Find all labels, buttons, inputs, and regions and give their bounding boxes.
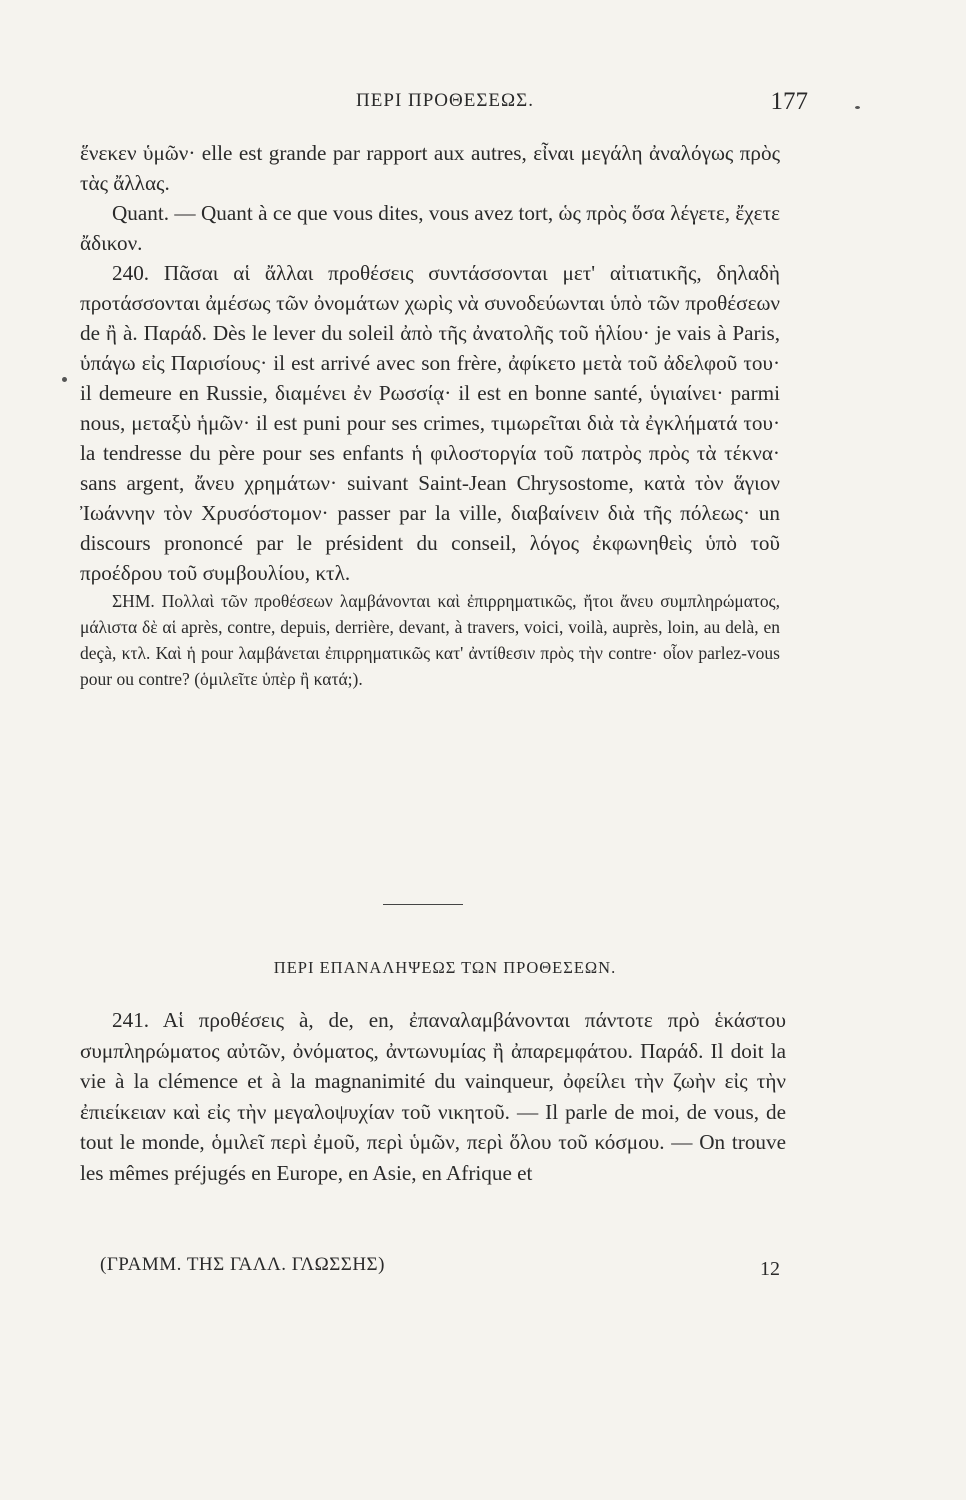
paragraph-quant: Quant. — Quant à ce que vous dites, vous avez tort, ὡς πρὸς ὅσα λέγετε, ἔχετε ἄδικον.: [80, 201, 780, 255]
main-text: [80, 138, 780, 692]
page-footer: [100, 1254, 780, 1284]
paper-speck: [855, 106, 860, 109]
paragraph-continuation: ἕνεκεν ὑμῶν· elle est grande par rapport aux autres, εἶναι μεγάλη ἀναλόγως πρὸς τὰς ἄλλας.: [80, 141, 780, 195]
section-title: ΠΕΡΙ ΕΠΑΝΑΛΗΨΕΩΣ ΤΩΝ ΠΡΟΘΕΣΕΩΝ.: [273, 958, 617, 977]
section-divider: [383, 904, 463, 905]
paragraph-240: 240. Πᾶσαι αἱ ἄλλαι προθέσεις συντάσσονται μετ' αἰτιατικῆς, δηλαδὴ προτάσσονται ἀμέσως τῶν ὀνομάτων χωρὶς νὰ συνοδεύωνται ὑπὸ τῶν προθέσεων de ἢ à. Παράδ. Dès le lever du soleil ἀπὸ τῆς ἀνατολῆς τοῦ ἡλίου· je vais à Paris, ὑπάγω εἰς Παρισίους· il est arrivé avec son frère, ἀφίκετο μετὰ τοῦ ἀδελφοῦ του· il demeure en Russie, διαμένει ἐν Ρωσσίᾳ· il est en bonne santé, ὑγιαίνει· parmi nous, μεταξὺ ἡμῶν· il est puni pour ses crimes, τιμωρεῖται διὰ τὰ ἐγκλήματά του· la tendresse du père pour ses enfants ἡ φιλοστοργία τοῦ πατρὸς πρὸς τὰ τέκνα· sans argent, ἄνευ χρημάτων· suivant Saint-Jean Chrysostome, κατὰ τὸν ἅγιον Ἰωάννην τὸν Χρυσόστομον· passer par la ville, διαβαίνειν διὰ τῆς πόλεως· un discours prononcé par le président du conseil, λόγος ἐκφωνηθεὶς ὑπὸ τοῦ προέδρου τοῦ συμβουλίου, κτλ.: [80, 261, 780, 585]
section-text: [80, 1005, 786, 1188]
paper-speck: [62, 377, 67, 382]
signature-number: 12: [760, 1258, 780, 1280]
running-head: [100, 88, 808, 118]
page-number: 177: [770, 88, 808, 115]
running-head-title: ΠΕΡΙ ΠΡΟΘΕΣΕΩΣ.: [356, 90, 534, 111]
paragraph-241: 241. Αἱ προθέσεις à, de, en, ἐπαναλαμβάνονται πάντοτε πρὸ ἑκάστου συμπληρώματος αὐτῶν, ὀνόματος, ἀντωνυμίας ἢ ἀπαρεμφάτου. Παράδ. Il doit la vie à la clémence et à la magnanimité du vainqueur, ὀφείλει τὴν ζωὴν εἰς τὴν ἐπιείκειαν καὶ εἰς τὴν μεγαλοψυχίαν τοῦ νικητοῦ. — Il parle de moi, de vous, de tout le monde, ὁμιλεῖ περὶ ἐμοῦ, περὶ ὑμῶν, περὶ ὅλου τοῦ κόσμου. — On trouve les mêmes préjugés en Europe, en Asie, en Afrique et: [80, 1008, 786, 1185]
signature-mark: (ΓΡΑΜΜ. ΤΗΣ ΓΑΛΛ. ΓΛΩΣΣΗΣ): [100, 1254, 385, 1275]
note-paragraph: ΣΗΜ. Πολλαὶ τῶν προθέσεων λαμβάνονται καὶ ἐπιρρηματικῶς, ἤτοι ἄνευ συμπληρώματος, μάλιστα δὲ αἱ après, contre, depuis, derrière, devant, à travers, voici, voilà, auprès, loin, au delà, en deçà, κτλ. Καὶ ἡ pour λαμβάνεται ἐπιρρηματικῶς κατ' ἀντίθεσιν πρὸς τὴν contre· οἷον parlez-vous pour ou contre? (ὁμιλεῖτε ὑπὲρ ἢ κατά;).: [80, 591, 780, 689]
